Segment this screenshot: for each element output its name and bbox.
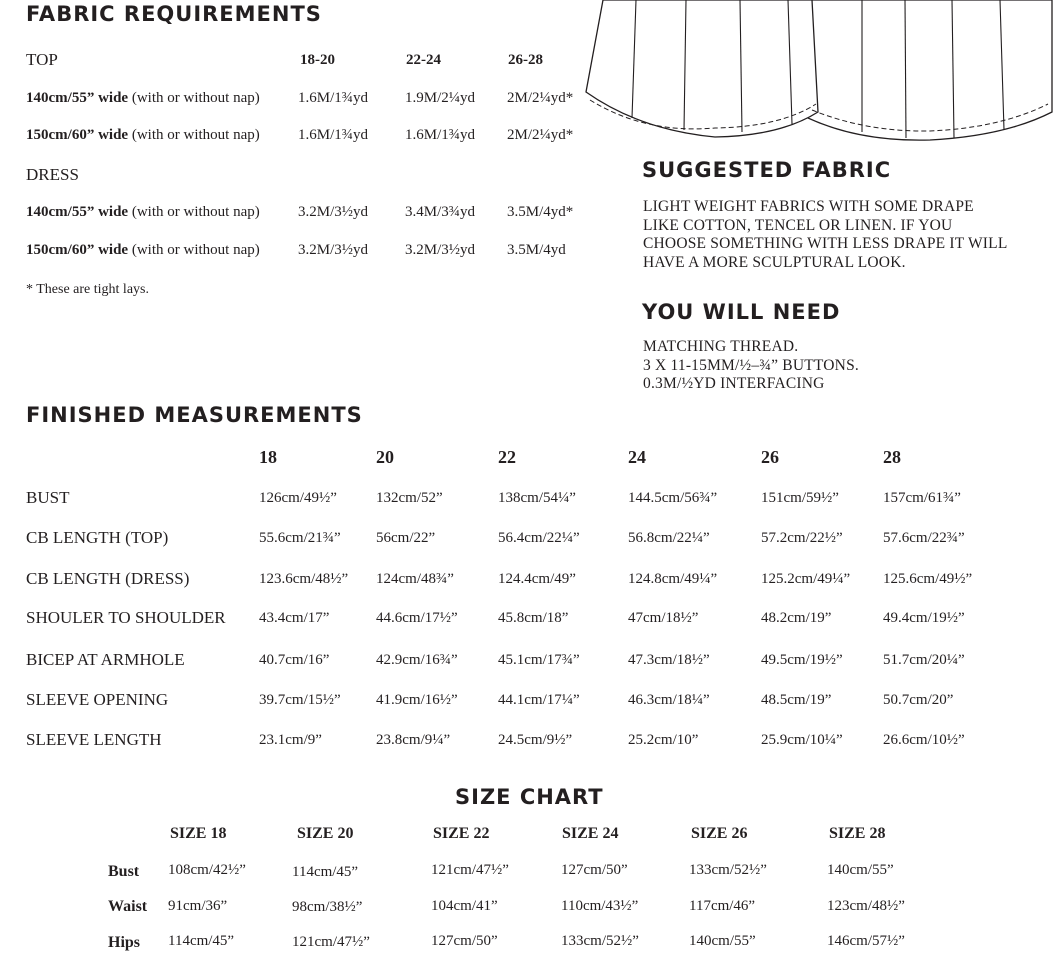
- fabric-value: 1.6M/1¾yd: [298, 90, 369, 106]
- fabric-value: 3.2M/3½yd: [298, 204, 369, 220]
- fm-cell: 46.3cm/18¼”: [628, 692, 710, 708]
- suggested-fabric-title: SUGGESTED FABRIC: [642, 158, 892, 182]
- fm-size-header: 22: [498, 447, 516, 467]
- fm-cell: 49.4cm/19½”: [883, 610, 965, 626]
- you-will-need-line: 3 X 11-15MM/½–¾” BUTTONS.: [643, 356, 859, 374]
- fm-cell: 47cm/18½”: [628, 610, 699, 626]
- fabric-value: 3.5M/4yd: [507, 242, 566, 258]
- fm-cell: 56cm/22”: [376, 530, 436, 546]
- fm-cell: 45.1cm/17¾”: [498, 652, 580, 668]
- fm-cell: 39.7cm/15½”: [259, 692, 341, 708]
- suggested-fabric-line: LIKE COTTON, TENCEL OR LINEN. IF YOU: [643, 216, 953, 234]
- you-will-need-line: 0.3M/½YD INTERFACING: [643, 375, 825, 392]
- fabric-value: 3.5M/4yd*: [507, 204, 574, 220]
- sc-cell: 104cm/41”: [431, 898, 498, 914]
- you-will-need-line: MATCHING THREAD.: [643, 338, 799, 355]
- sc-cell: 121cm/47½”: [292, 934, 370, 950]
- fm-cell: 25.2cm/10”: [628, 732, 699, 748]
- fabric-footnote: * These are tight lays.: [26, 282, 149, 297]
- fm-cell: 57.2cm/22½”: [761, 530, 843, 546]
- fm-cell: 45.8cm/18”: [498, 610, 569, 626]
- fm-cell: 50.7cm/20”: [883, 692, 954, 708]
- fm-cell: 43.4cm/17”: [259, 610, 330, 626]
- finished-measurements-title: FINISHED MEASUREMENTS: [26, 403, 363, 427]
- fabric-row-label: [26, 90, 260, 107]
- suggested-fabric-line: CHOOSE SOMETHING WITH LESS DRAPE IT WILL: [643, 235, 1008, 252]
- fm-cell: 57.6cm/22¾”: [883, 530, 965, 546]
- fm-cell: 44.1cm/17¼”: [498, 692, 580, 708]
- sc-cell: 91cm/36”: [168, 898, 228, 914]
- fm-cell: 47.3cm/18½”: [628, 652, 710, 668]
- fabric-nap: (with or without nap): [131, 242, 260, 258]
- fabric-value: 2M/2¼yd*: [507, 127, 574, 143]
- fm-cell: 126cm/49½”: [259, 490, 337, 506]
- sc-cell: 140cm/55”: [827, 862, 894, 878]
- fm-size-header: 20: [376, 447, 394, 467]
- fm-cell: 48.5cm/19”: [761, 692, 832, 708]
- fm-size-header: 18: [259, 447, 277, 467]
- suggested-fabric-line: HAVE A MORE SCULPTURAL LOOK.: [643, 253, 906, 271]
- fm-cell: 55.6cm/21¾”: [259, 530, 341, 546]
- sc-size-header: SIZE 20: [297, 825, 354, 842]
- fabric-row-label: [26, 204, 260, 221]
- fabric-nap: (with or without nap): [131, 127, 260, 143]
- fabric-value: 1.6M/1¾yd: [298, 127, 369, 143]
- fm-size-header: 24: [628, 447, 646, 467]
- fm-cell: 41.9cm/16½”: [376, 692, 458, 708]
- fm-cell: 144.5cm/56¾”: [628, 490, 718, 506]
- sc-row-label: Waist: [108, 898, 148, 915]
- sc-cell: 123cm/48½”: [827, 898, 905, 914]
- fm-cell: 151cm/59½”: [761, 490, 839, 506]
- sc-cell: 133cm/52½”: [689, 862, 767, 878]
- sc-cell: 127cm/50”: [561, 862, 628, 878]
- suggested-fabric-text: [643, 198, 1008, 272]
- fabric-width: 150cm/60” wide: [26, 127, 129, 143]
- fm-cell: 56.8cm/22¼”: [628, 530, 710, 546]
- fm-cell: 124.4cm/49”: [498, 571, 576, 587]
- fabric-value: 3.2M/3½yd: [298, 242, 369, 258]
- sc-size-header: SIZE 18: [170, 825, 227, 842]
- sc-cell: 114cm/45”: [292, 864, 359, 880]
- fm-cell: 25.9cm/10¼”: [761, 732, 843, 748]
- fabric-value: 3.4M/3¾yd: [405, 204, 476, 220]
- fabric-row-label: [26, 242, 260, 259]
- you-will-need-text: [643, 338, 859, 394]
- fm-size-header: 26: [761, 447, 779, 467]
- fm-row-label: CB LENGTH (TOP): [26, 528, 169, 547]
- fm-cell: 138cm/54¼”: [498, 490, 576, 506]
- fabric-size-header: 18-20: [300, 52, 335, 68]
- sc-cell: 117cm/46”: [689, 898, 756, 914]
- fm-row-label: SLEEVE LENGTH: [26, 730, 162, 749]
- fm-cell: 23.1cm/9”: [259, 732, 322, 748]
- sc-cell: 98cm/38½”: [292, 899, 363, 915]
- fabric-value: 2M/2¼yd*: [507, 90, 574, 106]
- fabric-size-header: 22-24: [406, 52, 441, 68]
- fm-cell: 44.6cm/17½”: [376, 610, 458, 626]
- fabric-value: 3.2M/3½yd: [405, 242, 476, 258]
- fm-cell: 125.6cm/49½”: [883, 571, 973, 587]
- sc-size-header: SIZE 24: [562, 825, 619, 842]
- sc-cell: 110cm/43½”: [561, 898, 639, 914]
- you-will-need-title: YOU WILL NEED: [642, 300, 841, 324]
- sc-cell: 133cm/52½”: [561, 933, 639, 949]
- fm-cell: 124.8cm/49¼”: [628, 571, 718, 587]
- suggested-fabric-line: LIGHT WEIGHT FABRICS WITH SOME DRAPE: [643, 198, 974, 215]
- fabric-requirements-title: FABRIC REQUIREMENTS: [26, 2, 322, 26]
- fm-row-label: BICEP AT ARMHOLE: [26, 650, 185, 669]
- size-chart-title: SIZE CHART: [455, 785, 604, 809]
- fm-cell: 26.6cm/10½”: [883, 732, 965, 748]
- fabric-value: 1.9M/2¼yd: [405, 90, 476, 106]
- sc-cell: 121cm/47½”: [431, 862, 509, 878]
- fm-size-header: 28: [883, 447, 901, 467]
- fm-cell: 42.9cm/16¾”: [376, 652, 458, 668]
- fabric-value: 1.6M/1¾yd: [405, 127, 476, 143]
- sc-size-header: SIZE 28: [829, 825, 886, 842]
- dress-label: DRESS: [26, 165, 79, 184]
- fabric-nap: (with or without nap): [131, 90, 260, 106]
- fm-cell: 23.8cm/9¼”: [376, 732, 451, 748]
- fabric-size-header: 26-28: [508, 52, 543, 68]
- fabric-nap: (with or without nap): [131, 204, 260, 220]
- sc-size-header: SIZE 26: [691, 825, 748, 842]
- fm-cell: 132cm/52”: [376, 490, 443, 506]
- sc-cell: 114cm/45”: [168, 933, 235, 949]
- fabric-width: 140cm/55” wide: [26, 90, 129, 106]
- sc-cell: 140cm/55”: [689, 933, 756, 949]
- fm-cell: 48.2cm/19”: [761, 610, 832, 626]
- sc-cell: 108cm/42½”: [168, 862, 246, 878]
- top-label: TOP: [26, 50, 58, 69]
- fm-cell: 124cm/48¾”: [376, 571, 454, 587]
- sc-row-label: Bust: [108, 863, 140, 880]
- fm-row-label: BUST: [26, 488, 70, 507]
- fm-cell: 125.2cm/49¼”: [761, 571, 851, 587]
- fm-cell: 157cm/61¾”: [883, 490, 961, 506]
- fm-cell: 49.5cm/19½”: [761, 652, 843, 668]
- fabric-width: 140cm/55” wide: [26, 204, 129, 220]
- fm-row-label: SLEEVE OPENING: [26, 690, 169, 709]
- garment-illustration: [575, 0, 1055, 150]
- sc-cell: 127cm/50”: [431, 933, 498, 949]
- sc-row-label: Hips: [108, 934, 141, 951]
- fabric-row-label: [26, 127, 260, 144]
- fm-cell: 24.5cm/9½”: [498, 732, 573, 748]
- fm-row-label: SHOULER TO SHOULDER: [26, 608, 226, 627]
- fm-cell: 56.4cm/22¼”: [498, 530, 580, 546]
- sc-size-header: SIZE 22: [433, 825, 490, 842]
- fm-cell: 40.7cm/16”: [259, 652, 330, 668]
- fm-row-label: CB LENGTH (DRESS): [26, 569, 190, 588]
- fm-cell: 123.6cm/48½”: [259, 571, 349, 587]
- sc-cell: 146cm/57½”: [827, 933, 905, 949]
- fm-cell: 51.7cm/20¼”: [883, 652, 965, 668]
- fabric-width: 150cm/60” wide: [26, 242, 129, 258]
